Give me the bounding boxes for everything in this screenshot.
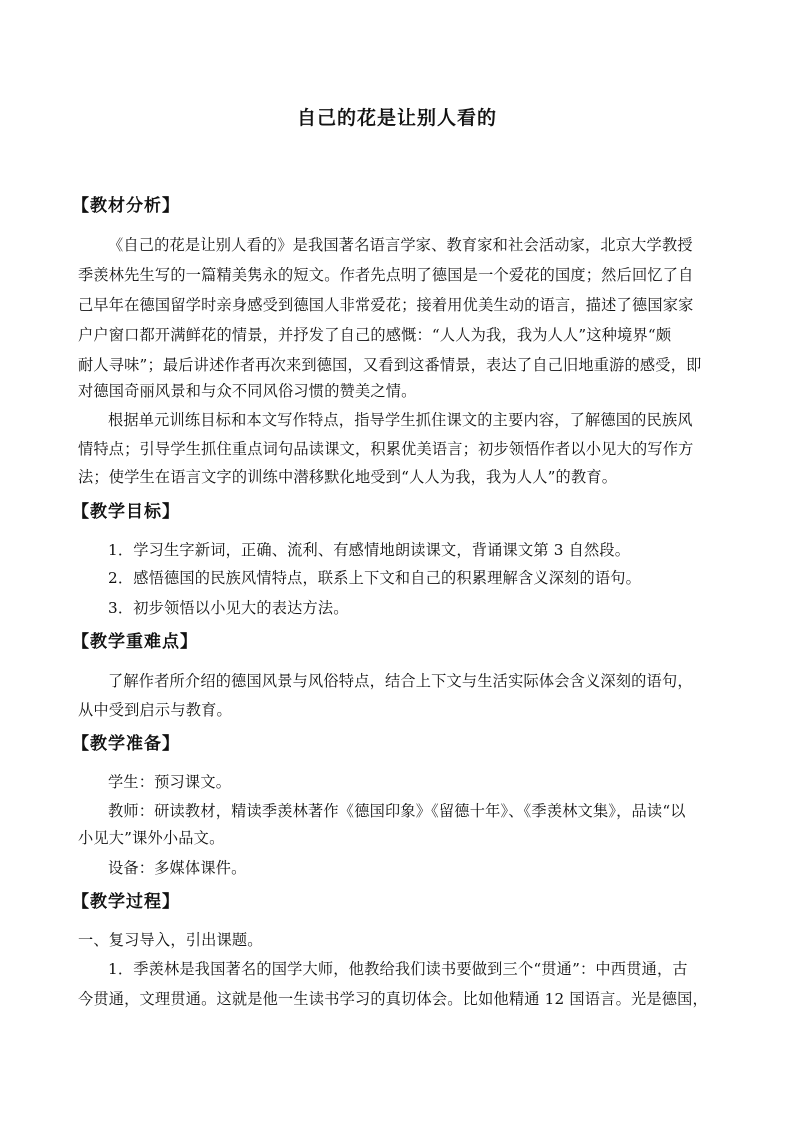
analysis-line-4: 户户窗口都开满鲜花的情景，并抒发了自己的感慨：“人人为我，我为人人”这种境界“颇 (78, 326, 672, 344)
goal-item-3: 3．初步领悟以小见大的表达方法。 (108, 599, 349, 617)
heading-textbook-analysis: 【教材分析】 (72, 196, 180, 216)
document-title: 自己的花是让别人看的 (296, 107, 497, 129)
heading-teaching-preparation: 【教学准备】 (72, 734, 180, 754)
process-line-2: 1．季羡林是我国著名的国学大师，他教给我们读书要做到三个“贯通”：中西贯通，古 (108, 960, 688, 978)
analysis-line-1: 《自己的花是让别人看的》是我国著名语言学家、教育家和社会活动家，北京大学教授 (108, 236, 693, 254)
preparation-line-1: 学生：预习课文。 (108, 773, 232, 791)
preparation-line-4: 设备：多媒体课件。 (108, 859, 247, 877)
analysis-line-9: 法；使学生在语言文字的训练中潜移默化地受到“人人为我，我为人人”的教育。 (78, 468, 618, 486)
process-line-1: 一、复习导入，引出课题。 (78, 931, 263, 949)
analysis-line-7: 根据单元训练目标和本文写作特点，指导学生抓住课文的主要内容，了解德国的民族风 (108, 411, 693, 429)
analysis-line-8: 情特点；引导学生抓住重点词句品读课文，积累优美语言；初步领悟作者以小见大的写作方 (78, 440, 694, 458)
preparation-line-2: 教师：研读教材，精读季羡林著作《德国印象》《留德十年》、《季羡林文集》，品读“以 (108, 802, 686, 820)
heading-key-points: 【教学重难点】 (72, 632, 198, 652)
analysis-line-2: 季羡林先生写的一篇精美隽永的短文。作者先点明了德国是一个爱花的国度；然后回忆了自 (78, 266, 694, 284)
heading-teaching-process: 【教学过程】 (72, 892, 180, 912)
heading-teaching-goals: 【教学目标】 (72, 502, 180, 522)
key-points-line-1: 了解作者所介绍的德国风景与风俗特点，结合上下文与生活实际体会含义深刻的语句， (108, 672, 693, 690)
analysis-line-5: 耐人寻味”；最后讲述作者再次来到德国，又看到这番情景，表达了自己旧地重游的感受，即 (78, 356, 702, 374)
key-points-line-2: 从中受到启示与教育。 (78, 701, 232, 719)
goal-item-1: 1．学习生字新词，正确、流利、有感情地朗读课文，背诵课文第 3 自然段。 (108, 541, 631, 559)
process-line-3: 今贯通，文理贯通。这就是他一生读书学习的真切体会。比如他精通 12 国语言。光是德国， (78, 990, 708, 1008)
preparation-line-3: 小见大”课外小品文。 (78, 829, 225, 847)
goal-item-2: 2．感悟德国的民族风情特点，联系上下文和自己的积累理解含义深刻的语句。 (108, 569, 642, 587)
analysis-line-6: 对德国奇丽风景和与众不同风俗习惯的赞美之情。 (78, 382, 417, 400)
analysis-line-3: 己早年在德国留学时亲身感受到德国人非常爱花；接着用优美生动的语言，描述了德国家家 (78, 296, 694, 314)
